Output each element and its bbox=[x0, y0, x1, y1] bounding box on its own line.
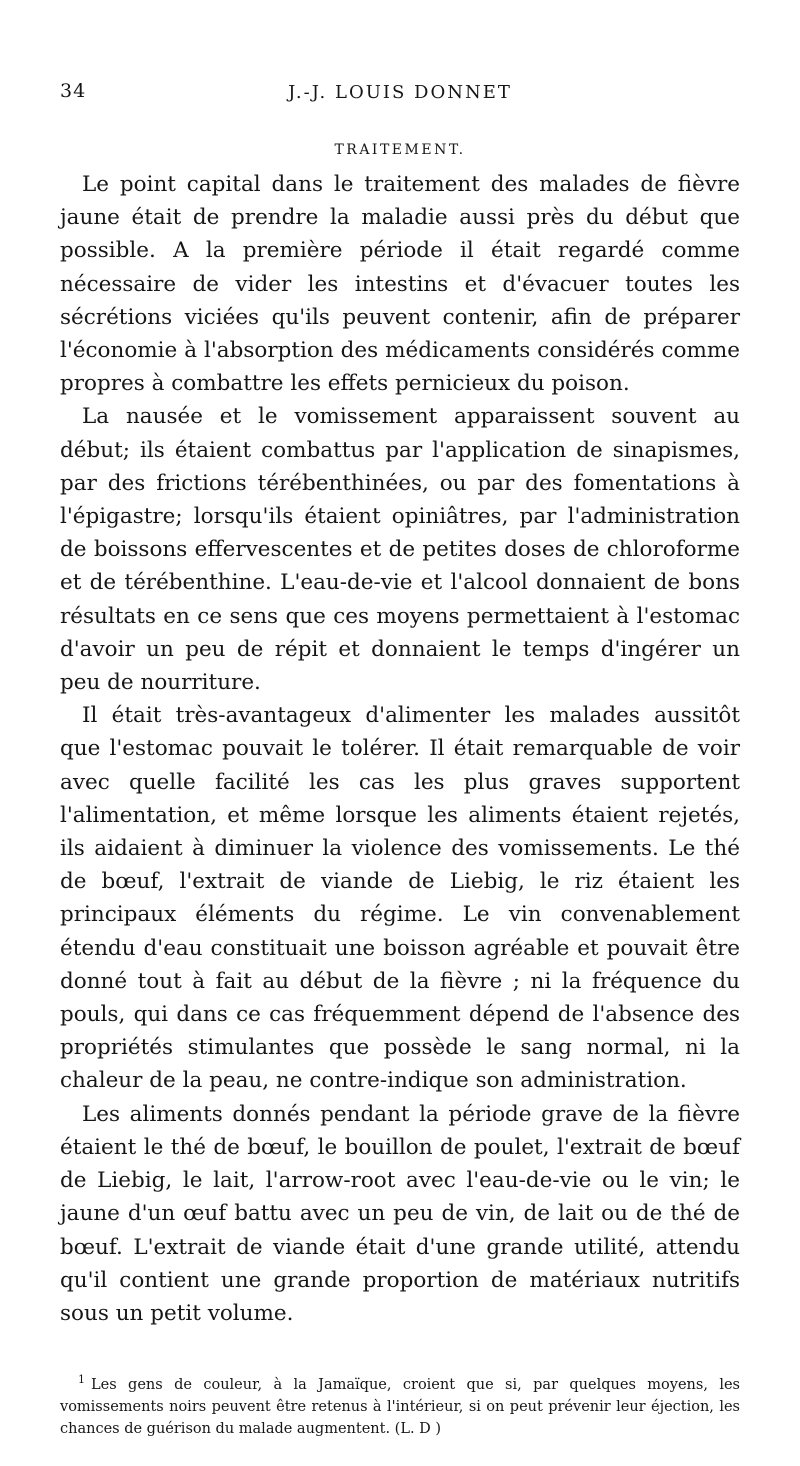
footnote bbox=[60, 1374, 740, 1440]
book-page bbox=[60, 0, 740, 1466]
paragraph-2: La nausée et le vomissement apparaissent souvent au début; ils étaient combattus par l'application de sinapismes, par des frictions térébenthinées, ou par des fomentations à l'épigastre; lorsqu'ils étaient opiniâtres, par l'administration de boissons effervescentes et de petites doses de chloroforme et de térébenthine. L'eau-de-vie et l'alcool donnaient de bons résultats en ce sens que ces moyens permettaient à l'estomac d'avoir un peu de répit et donnaient le temps d'ingérer un peu de nourriture. bbox=[60, 404, 740, 696]
footnote-text: Les gens de couleur, à la Jamaïque, croient que si, par quelques moyens, les vomissements noirs peuvent être retenus à l'intérieur, si on peut prévenir leur éjection, les chances de guérison du malade augmentent. (L. D ) bbox=[60, 1377, 740, 1437]
paragraph-3: Il était très-avantageux d'alimenter les malades aussitôt que l'estomac pouvait le tolérer. Il était remarquable de voir avec quelle facilité les cas les plus graves supportent l'alimentation, et même lorsque les aliments étaient rejetés, ils aidaient à diminuer la violence des vomissements. Le thé de bœuf, l'extrait de viande de Liebig, le riz étaient les principaux éléments du régime. Le vin convenablement étendu d'eau constituait une boisson agréable et pouvait être donné tout à fait au début de la fièvre ; ni la fréquence du pouls, qui dans ce cas fréquemment dépend de l'absence des propriétés stimulantes que possède le sang normal, ni la chaleur de la peau, ne contre-indique son administration. bbox=[60, 703, 740, 1094]
page-header bbox=[60, 80, 740, 114]
running-head: J.-J. LOUIS DONNET bbox=[288, 82, 512, 103]
body-text bbox=[60, 168, 740, 1330]
page-number: 34 bbox=[60, 80, 87, 102]
footnote-paragraph bbox=[60, 1374, 740, 1440]
paragraph-4: Les aliments donnés pendant la période grave de la fièvre étaient le thé de bœuf, le bouillon de poulet, l'extrait de bœuf de Liebig, le lait, l'arrow-root avec l'eau-de-vie ou le vin; le jaune d'un œuf battu avec un peu de vin, de lait ou de thé de bœuf. L'extrait de viande était d'une grande utilité, attendu qu'il contient une grande proportion de matériaux nutritifs sous un petit volume. bbox=[60, 1101, 740, 1326]
footnote-marker: 1 bbox=[78, 1373, 85, 1387]
paragraph-1: Le point capital dans le traitement des malades de fièvre jaune était de prendre la maladie aussi près du début que possible. A la première période il était regardé comme nécessaire de vider les intestins et d'évacuer toutes les sécrétions viciées qu'ils peuvent contenir, afin de préparer l'économie à l'absorption des médicaments considérés comme propres à combattre les effets pernicieux du poison. bbox=[60, 172, 740, 397]
section-title: TRAITEMENT. bbox=[334, 142, 466, 158]
